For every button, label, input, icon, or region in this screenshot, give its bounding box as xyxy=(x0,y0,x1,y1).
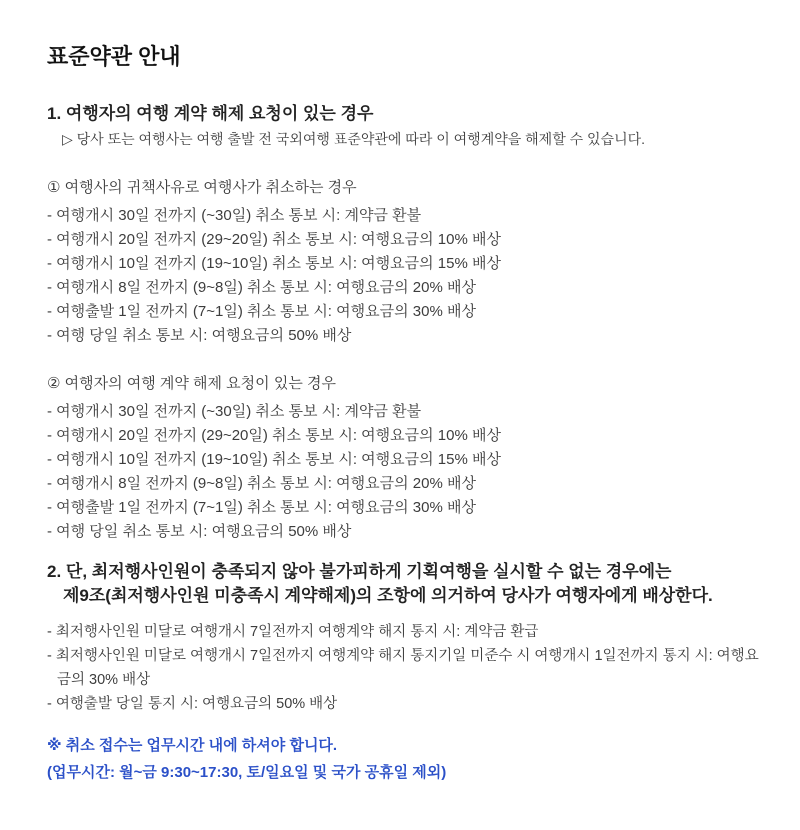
section1-note: ▷ 당사 또는 여행사는 여행 출발 전 국외여행 표준약관에 따라 이 여행계약을 해제할 수 있습니다. xyxy=(62,131,646,147)
list-item: - 여행개시 8일 전까지 (9~8일) 취소 통보 시: 여행요금의 20% 배상 xyxy=(47,279,476,296)
section2-list xyxy=(47,620,760,716)
list-item: - 최저행사인원 미달로 여행개시 7일전까지 여행계약 해지 통지기일 미준수 시 여행개시 1일전까지 통지 시: 여행요금의 30% 배상 xyxy=(47,648,759,688)
page-title: 표준약관 안내 xyxy=(47,44,181,69)
section1-heading: 1. 여행자의 여행 계약 해제 요청이 있는 경우 xyxy=(47,104,374,123)
list-item: - 여행개시 30일 전까지 (~30일) 취소 통보 시: 계약금 환불 xyxy=(47,403,422,420)
list-item: - 여행개시 10일 전까지 (19~10일) 취소 통보 시: 여행요금의 15% 배상 xyxy=(47,451,501,468)
subsection2-list xyxy=(47,400,760,544)
subsection1-heading: ① 여행사의 귀책사유로 여행사가 취소하는 경우 xyxy=(47,179,357,196)
section-minimum-participants xyxy=(47,560,760,716)
list-item: - 여행 당일 취소 통보 시: 여행요금의 50% 배상 xyxy=(47,523,352,540)
list-item: - 여행개시 20일 전까지 (29~20일) 취소 통보 시: 여행요금의 10% 배상 xyxy=(47,231,501,248)
subsection-traveler-cancel xyxy=(47,372,760,544)
section2-heading-line1: 2. 단, 최저행사인원이 충족되지 않아 불가피하게 기획여행을 실시할 수 없는 경우에는 xyxy=(47,562,672,581)
section2-heading-line2: 제9조(최저행사인원 미충족시 계약해제)의 조항에 의거하여 당사가 여행자에게 배상한다. xyxy=(63,586,713,605)
list-item: - 여행개시 8일 전까지 (9~8일) 취소 통보 시: 여행요금의 20% 배상 xyxy=(47,475,476,492)
notice-line2: (업무시간: 월~금 9:30~17:30, 토/일요일 및 국가 공휴일 제외) xyxy=(47,764,447,781)
subsection-agency-fault-cancel xyxy=(47,176,760,348)
list-item: - 여행개시 20일 전까지 (29~20일) 취소 통보 시: 여행요금의 10% 배상 xyxy=(47,427,501,444)
list-item: - 여행출발 1일 전까지 (7~1일) 취소 통보 시: 여행요금의 30% 배상 xyxy=(47,303,476,320)
subsection1-list xyxy=(47,204,760,348)
list-item: - 여행개시 30일 전까지 (~30일) 취소 통보 시: 계약금 환불 xyxy=(47,207,422,224)
list-item: - 여행출발 당일 통지 시: 여행요금의 50% 배상 xyxy=(47,696,338,712)
list-item: - 여행출발 1일 전까지 (7~1일) 취소 통보 시: 여행요금의 30% 배상 xyxy=(47,499,476,516)
section-traveler-cancel-request xyxy=(47,102,760,544)
list-item: - 여행개시 10일 전까지 (19~10일) 취소 통보 시: 여행요금의 15% 배상 xyxy=(47,255,501,272)
subsection2-heading: ② 여행자의 여행 계약 해제 요청이 있는 경우 xyxy=(47,375,336,392)
list-item: - 최저행사인원 미달로 여행개시 7일전까지 여행계약 해지 통지 시: 계약금 환급 xyxy=(47,624,539,640)
list-item: - 여행 당일 취소 통보 시: 여행요금의 50% 배상 xyxy=(47,327,352,344)
business-hours-notice xyxy=(47,732,760,786)
notice-line1: ※ 취소 접수는 업무시간 내에 하셔야 합니다. xyxy=(47,737,338,754)
